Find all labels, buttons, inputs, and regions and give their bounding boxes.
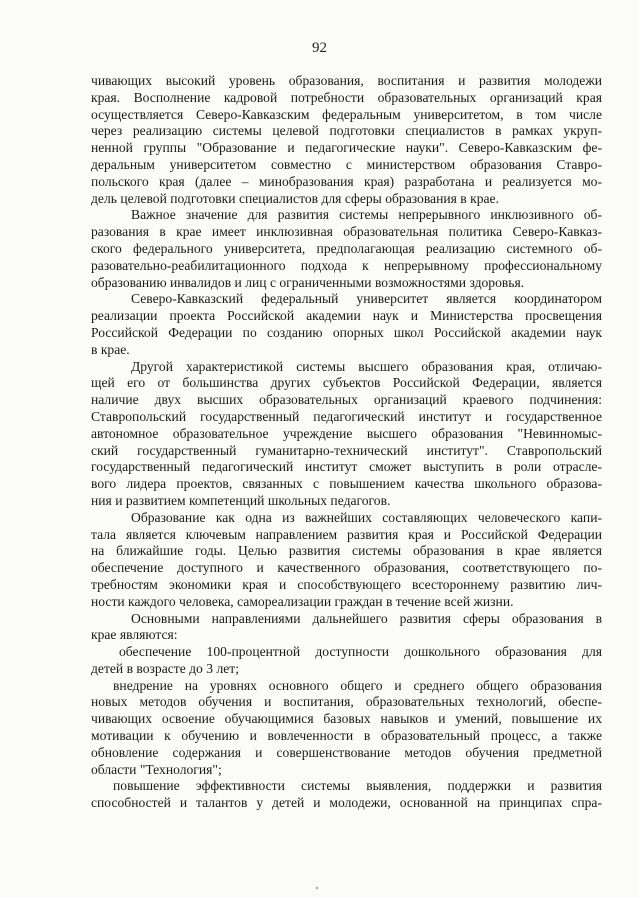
text-line: способностей и талантов у детей и молодежи, основанной на принципах спра- xyxy=(91,795,602,811)
text-line: края. Восполнение кадровой потребности образовательных организаций края xyxy=(91,89,602,105)
text-line: крае являются: xyxy=(91,627,178,643)
text-line: государственный педагогический институт сможет выступить в роли отрасле- xyxy=(91,459,602,475)
text-line: реализации проекта Российской академии наук и Министерства просвещения xyxy=(91,308,602,324)
scan-speck xyxy=(316,887,318,889)
text-line: наличие двух высших образовательных организаций краевого подчинения: xyxy=(91,392,602,408)
text-line: в крае. xyxy=(91,341,130,357)
text-line: польского края (далее – минобразования края) разработана и реализуется мо- xyxy=(91,173,602,189)
body-text xyxy=(91,73,602,812)
text-line: Основными направлениями дальнейшего развития сферы образования в xyxy=(131,610,602,626)
text-line: чивающих освоение обучающимися базовых навыков и умений, повышение их xyxy=(91,711,602,727)
text-line: тала является ключевым направлением развития края и Российской Федерации xyxy=(91,526,602,542)
text-line: чивающих высокий уровень образования, воспитания и развития молодежи xyxy=(91,73,602,88)
text-line: обеспечение 100-процентной доступности дошкольного образования для xyxy=(119,644,602,660)
text-line: мотивации к обучению и вовлеченности в образовательный процесс, а также xyxy=(91,728,602,744)
text-line: Северо-Кавказский федеральный университет является координатором xyxy=(131,291,602,307)
text-line: требностям экономики края и способствующего всестороннему развитию лич- xyxy=(91,576,602,592)
text-line: Российской Федерации по созданию опорных школ Российской академии наук xyxy=(91,324,602,340)
text-line: обновление содержания и совершенствование методов обучения предметной xyxy=(91,744,602,760)
text-line: разования в крае имеет инклюзивная образовательная политика Северо-Кавказ- xyxy=(91,224,602,240)
text-line: внедрение на уровнях основного общего и среднего общего образования xyxy=(113,677,602,693)
text-line: дель целевой подготовки специалистов для сферы образования в крае. xyxy=(91,190,499,206)
text-line: образованию инвалидов и лиц с ограниченными возможностями здоровья. xyxy=(91,274,525,290)
text-line: деральным университетом совместно с министерством образования Ставро- xyxy=(91,156,602,172)
text-line: ния и развитием компетенций школьных педагогов. xyxy=(91,492,391,508)
text-line: щей его от большинства других субъектов Российской Федерации, является xyxy=(91,375,602,391)
text-line: разовательно-реабилитационного подхода к непрерывному профессиональному xyxy=(91,257,602,273)
text-line: ности каждого человека, самореализации граждан в течение всей жизни. xyxy=(91,593,514,609)
text-line: области "Технология"; xyxy=(91,761,222,777)
text-line: детей в возрасте до 3 лет; xyxy=(91,660,239,676)
text-line: Важное значение для развития системы непрерывного инклюзивного об- xyxy=(131,207,602,223)
text-line: на ближайшие годы. Целью развития системы образования в крае является xyxy=(91,543,602,559)
text-line: обеспечение доступного и качественного образования, соответствующего по- xyxy=(91,560,602,576)
text-line: Образование как одна из важнейших составляющих человеческого капи- xyxy=(131,509,602,525)
text-line: вого лидера проектов, связанных с повышением качества школьного образова- xyxy=(91,476,602,492)
text-line: ненной группы "Образование и педагогические науки". Северо-Кавказским фе- xyxy=(91,140,602,156)
text-line: повышение эффективности системы выявления, поддержки и развития xyxy=(113,778,602,794)
text-line: автономное образовательное учреждение высшего образования "Невинномыс- xyxy=(91,425,602,441)
page-number: 92 xyxy=(312,40,327,56)
text-line: ский государственный гуманитарно-технический институт". Ставропольский xyxy=(91,442,602,458)
text-line: Другой характеристикой системы высшего образования края, отличаю- xyxy=(131,358,602,374)
text-line: через реализацию системы целевой подготовки специалистов в рамках укруп- xyxy=(91,123,602,139)
text-line: осуществляется Северо-Кавказским федеральным университетом, в том числе xyxy=(91,106,602,122)
text-line: Ставропольский государственный педагогический институт и государственное xyxy=(91,408,602,424)
text-line: ского федерального университета, предполагающая реализацию системного об- xyxy=(91,240,602,256)
text-line: новых методов обучения и воспитания, образовательных технологий, обеспе- xyxy=(91,694,602,710)
